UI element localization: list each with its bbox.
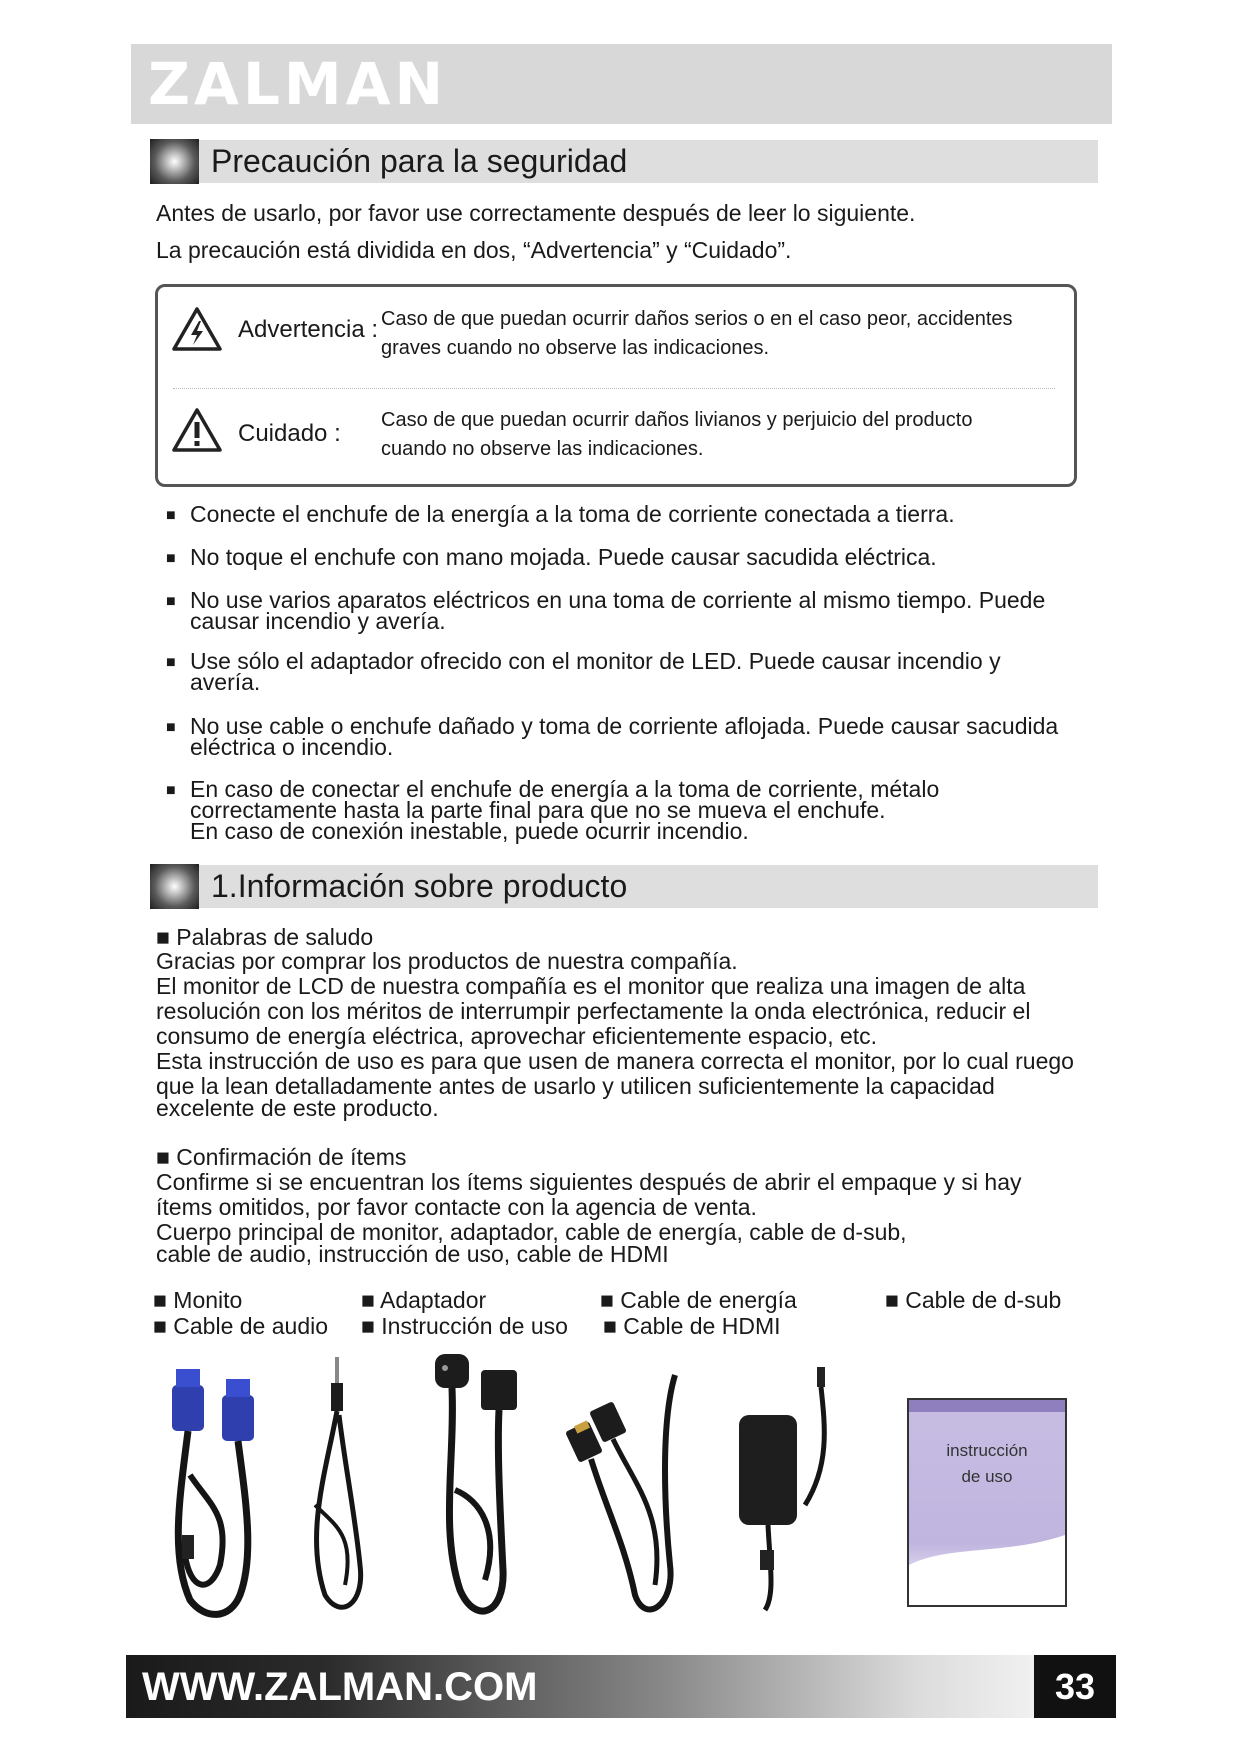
bullet-icon: ■	[166, 550, 176, 567]
greeting-line-7: excelente de este producto.	[156, 1095, 439, 1121]
safety-bullet-4-line-2: avería.	[190, 669, 261, 695]
bullet-icon: ■	[166, 782, 176, 799]
warning-text-cuidado-1: Caso de que puedan ocurrir daños livianos y perjuicio del producto	[381, 409, 973, 431]
warning-label-advertencia: Advertencia :	[238, 316, 379, 343]
dsub-cable-image	[160, 1355, 270, 1625]
bullet-icon: ■	[166, 593, 176, 610]
exclamation-warning-icon	[171, 407, 223, 453]
item-adaptador: ■ Adaptador	[361, 1287, 487, 1313]
warning-text-advertencia-2: graves cuando no observe las indicaciones.	[381, 337, 770, 359]
greeting-line-1: Gracias por comprar los productos de nuestra compañía.	[156, 948, 738, 974]
greeting-line-5: Esta instrucción de uso es para que usen de manera correcta el monitor, por lo cual ruego	[156, 1048, 1074, 1074]
audio-cable-image	[295, 1355, 385, 1625]
safety-bullet-5-line-2: eléctrica o incendio.	[190, 734, 394, 760]
greeting-line-2: El monitor de LCD de nuestra compañía es el monitor que realiza una imagen de alta	[156, 973, 1026, 999]
safety-bullet-6-line-2: correctamente hasta la parte final para que no se mueva el enchufe.	[190, 797, 886, 823]
safety-bullet-4-line-1: Use sólo el adaptador ofrecido con el monitor de LED. Puede causar incendio y	[190, 648, 1001, 674]
warning-text-cuidado-2: cuando no observe las indicaciones.	[381, 438, 704, 460]
greeting-line-4: consumo de energía eléctrica, aprovechar eficientemente espacio, etc.	[156, 1023, 878, 1049]
item-cable-audio: ■ Cable de audio	[153, 1313, 329, 1339]
item-cable-energia: ■ Cable de energía	[600, 1287, 797, 1313]
section-title-product: 1.Información sobre producto	[211, 868, 628, 904]
warning-divider	[173, 388, 1055, 389]
confirmation-line-3: Cuerpo principal de monitor, adaptador, cable de energía, cable de d-sub,	[156, 1219, 907, 1245]
manual-cover-wave	[909, 1535, 1065, 1605]
page-number: 33	[1054, 1666, 1096, 1707]
warning-label-cuidado: Cuidado :	[238, 420, 341, 447]
item-cable-hdmi: ■ Cable de HDMI	[603, 1313, 781, 1339]
safety-bullet-1: Conecte el enchufe de la energía a la toma de corriente conectada a tierra.	[190, 501, 955, 527]
confirmation-line-1: Confirme si se encuentran los ítems siguientes después de abrir el empaque y si hay	[156, 1169, 1022, 1195]
greeting-heading: ■ Palabras de saludo	[156, 924, 374, 950]
safety-bullet-6-line-3: En caso de conexión inestable, puede ocurrir incendio.	[190, 818, 749, 844]
safety-bullet-5-line-1: No use cable o enchufe dañado y toma de corriente aflojada. Puede causar sacudida	[190, 713, 1059, 739]
manual-booklet-image	[907, 1398, 1067, 1607]
bullet-icon: ■	[166, 719, 176, 736]
manual-cover-strip	[909, 1400, 1065, 1412]
item-cable-dsub: ■ Cable de d-sub	[885, 1287, 1062, 1313]
intro-line-2: La precaución está dividida en dos, “Advertencia” y “Cuidado”.	[156, 237, 792, 263]
hdmi-cable-image	[565, 1365, 695, 1625]
zalman-logo: ZALMAN	[148, 50, 448, 118]
section-square-icon	[150, 864, 199, 909]
section-title-safety: Precaución para la seguridad	[211, 143, 628, 179]
item-monito: ■ Monito	[153, 1287, 243, 1313]
section-square-icon	[150, 139, 199, 184]
manual-cover-line-1: instrucción	[946, 1441, 1028, 1460]
safety-bullet-3-line-1: No use varios aparatos eléctricos en una toma de corriente al mismo tiempo. Puede	[190, 587, 1046, 613]
greeting-line-3: resolución con los méritos de interrumpir perfectamente la onda electrónica, reducir el	[156, 998, 1031, 1024]
confirmation-line-4: cable de audio, instrucción de uso, cable de HDMI	[156, 1241, 669, 1267]
confirmation-heading: ■ Confirmación de ítems	[156, 1144, 407, 1170]
warning-text-advertencia-1: Caso de que puedan ocurrir daños serios o en el caso peor, accidentes	[381, 308, 1013, 330]
item-instruccion: ■ Instrucción de uso	[361, 1313, 568, 1339]
greeting-line-6: que la lean detalladamente antes de usarlo y utilicen suficientemente la capacidad	[156, 1073, 995, 1099]
footer-url[interactable]: WWW.ZALMAN.COM	[142, 1665, 538, 1709]
bullet-icon: ■	[166, 654, 176, 671]
confirmation-line-2: ítems omitidos, por favor contacte con la agencia de venta.	[156, 1194, 757, 1220]
bullet-icon: ■	[166, 507, 176, 524]
power-cable-image	[425, 1350, 535, 1630]
manual-cover-text	[909, 1438, 1065, 1490]
manual-cover-line-2: de uso	[961, 1467, 1013, 1486]
safety-bullet-6-line-1: En caso de conectar el enchufe de energía a la toma de corriente, métalo	[190, 776, 940, 802]
lightning-warning-icon	[171, 306, 223, 352]
safety-bullet-3-line-2: causar incendio y avería.	[190, 608, 446, 634]
adapter-image	[735, 1365, 845, 1615]
intro-line-1: Antes de usarlo, por favor use correctamente después de leer lo siguiente.	[156, 200, 916, 226]
safety-bullet-2: No toque el enchufe con mano mojada. Puede causar sacudida eléctrica.	[190, 544, 937, 570]
